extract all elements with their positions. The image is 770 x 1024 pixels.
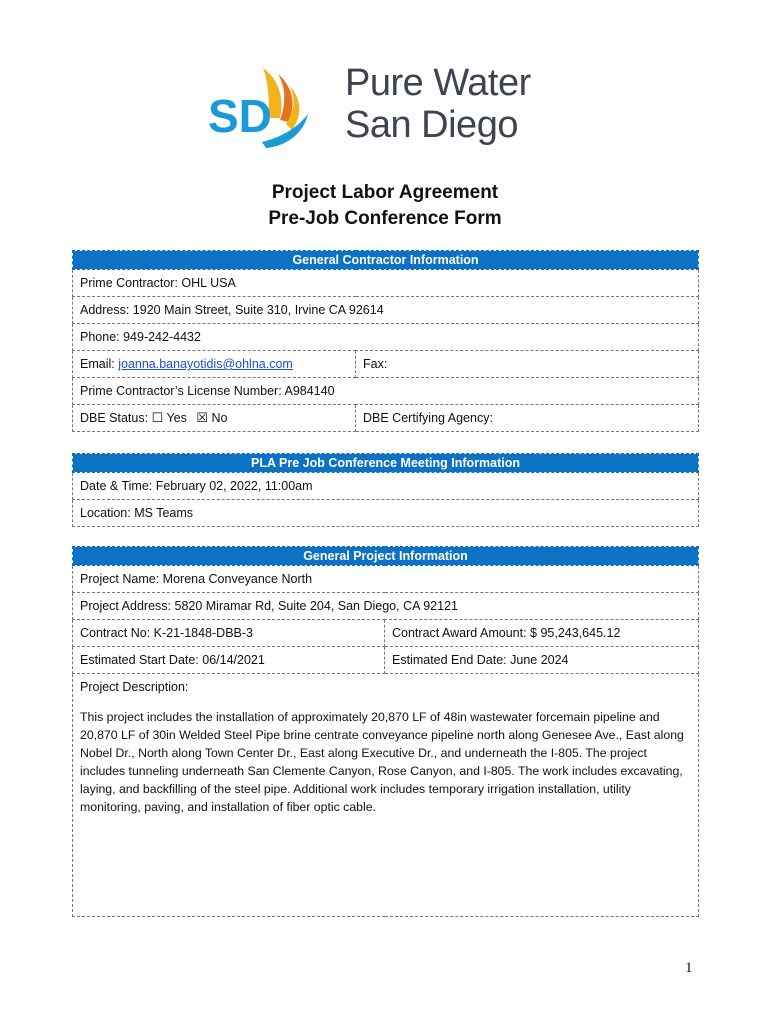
email-label: Email: [80,357,119,371]
dbe-no-label: No [211,411,228,425]
logo-line-2: San Diego [345,104,518,146]
dbe-yes-label: Yes [166,411,187,425]
fax-field[interactable]: Fax: [356,351,699,378]
email-field[interactable] [73,351,356,378]
email-link[interactable]: joanna.banayotidis@ohlna.com [118,357,293,371]
contract-number-field[interactable]: Contract No: K-21-1848-DBB-3 [73,620,385,647]
dbe-certifying-agency-field[interactable]: DBE Certifying Agency: [356,405,699,432]
logo-wordmark [345,62,531,146]
general-contractor-header: General Contractor Information [73,251,699,270]
license-number-field[interactable]: Prime Contractor’s License Number: A984140 [73,378,699,405]
address-field[interactable]: Address: 1920 Main Street, Suite 310, Irvine CA 92614 [73,297,699,324]
project-description-label: Project Description: [80,680,189,694]
project-info-table [72,546,699,917]
project-description-field[interactable] [73,674,699,917]
svg-text:SD: SD [208,90,272,142]
pure-water-san-diego-logo [208,60,568,160]
general-contractor-table [72,250,699,432]
dbe-no-checkbox[interactable]: ☒ [196,410,209,425]
prime-contractor-field[interactable]: Prime Contractor: OHL USA [73,270,699,297]
project-name-field[interactable]: Project Name: Morena Conveyance North [73,566,699,593]
dbe-status-label: DBE Status: [80,411,152,425]
estimated-start-date-field[interactable]: Estimated Start Date: 06/14/2021 [73,647,385,674]
phone-field[interactable]: Phone: 949-242-4432 [73,324,699,351]
estimated-end-date-field[interactable]: Estimated End Date: June 2024 [385,647,699,674]
sd-logo-mark-icon [208,60,328,150]
page-number: 1 [685,960,693,976]
dbe-status-field [73,405,356,432]
project-address-field[interactable]: Project Address: 5820 Miramar Rd, Suite 204, San Diego, CA 92121 [73,593,699,620]
meeting-info-header: PLA Pre Job Conference Meeting Information [73,454,699,473]
logo-line-1: Pure Water [345,62,531,104]
project-description-text: This project includes the installation of approximately 20,870 LF of 48in wastewater forcemain pipeline and 20,870 LF of 30in Welded Steel Pipe brine centrate conveyance pipeline north along Genesee Ave., East along Nobel Dr., North along Town Center Dr., East along Executive Dr., and underneath the I-805. The project includes tunneling underneath San Clemente Canyon, Rose Canyon, and I-805. The work includes excavating, laying, and backfilling of the steel pipe. Additional work includes temporary irrigation installation, utility monitoring, paving, and installation of fiber optic cable. [80,710,684,814]
dbe-yes-checkbox[interactable]: ☐ [151,410,164,425]
meeting-info-table [72,453,699,527]
location-field[interactable]: Location: MS Teams [73,500,699,527]
contract-award-amount-field[interactable]: Contract Award Amount: $ 95,243,645.12 [385,620,699,647]
form-title-line-1: Project Labor Agreement [271,182,499,203]
form-title-line-2: Pre-Job Conference Form [268,208,502,229]
date-time-field[interactable]: Date & Time: February 02, 2022, 11:00am [73,473,699,500]
project-info-header: General Project Information [73,547,699,566]
